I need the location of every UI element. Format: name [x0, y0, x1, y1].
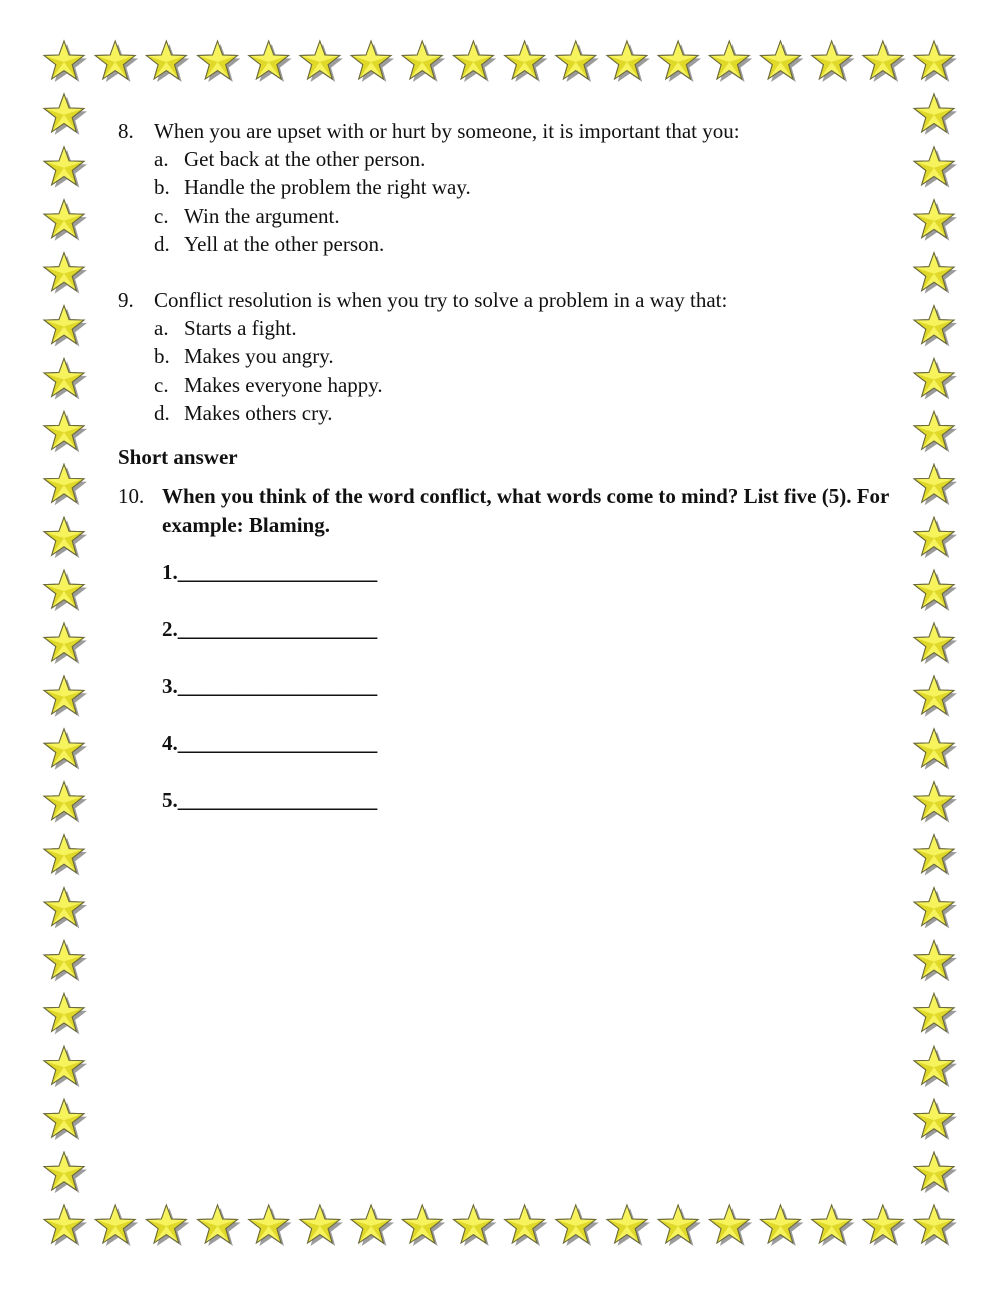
- star-icon: [760, 41, 803, 82]
- star-icon: [760, 1205, 803, 1246]
- star-icon: [863, 41, 906, 82]
- star-icon: [505, 41, 548, 82]
- option-text: Yell at the other person.: [184, 231, 385, 256]
- star-icon: [914, 993, 957, 1034]
- star-icon: [914, 41, 957, 82]
- question-10: [118, 482, 908, 540]
- option-d: [118, 399, 908, 427]
- answer-blank-4[interactable]: 4.___________________: [162, 731, 378, 756]
- star-icon: [914, 729, 957, 770]
- section-title: Short answer: [118, 445, 238, 470]
- star-icon: [146, 1205, 189, 1246]
- star-icon: [914, 1099, 957, 1140]
- option-letter: d.: [154, 401, 170, 426]
- star-icon: [709, 41, 752, 82]
- option-d: [118, 230, 908, 258]
- option-text: Makes you angry.: [184, 344, 334, 369]
- star-icon: [249, 1205, 292, 1246]
- star-icon: [249, 41, 292, 82]
- star-icon: [44, 306, 87, 347]
- star-icon: [607, 1205, 650, 1246]
- star-icon: [914, 94, 957, 135]
- star-icon: [44, 517, 87, 558]
- star-icon: [709, 1205, 752, 1246]
- option-text: Get back at the other person.: [184, 147, 426, 171]
- star-icon: [914, 782, 957, 823]
- option-c: [118, 371, 908, 399]
- option-letter: c.: [154, 203, 169, 228]
- star-icon: [914, 200, 957, 241]
- star-icon: [914, 1205, 957, 1246]
- star-icon: [556, 1205, 599, 1246]
- star-icon: [914, 888, 957, 929]
- star-icon: [44, 993, 87, 1034]
- star-icon: [198, 41, 241, 82]
- option-letter: a.: [154, 147, 169, 171]
- option-text: Starts a fight.: [184, 316, 297, 341]
- option-letter: d.: [154, 231, 170, 256]
- star-icon: [863, 1205, 906, 1246]
- star-icon: [44, 729, 87, 770]
- option-text: Handle the problem the right way.: [184, 175, 471, 200]
- answer-blank-5[interactable]: 5.___________________: [162, 788, 378, 813]
- question-text: When you are upset with or hurt by someone, it is important that you:: [154, 119, 740, 143]
- star-icon: [914, 147, 957, 188]
- star-icon: [146, 41, 189, 82]
- star-icon: [453, 1205, 496, 1246]
- star-icon: [44, 1152, 87, 1193]
- star-icon: [44, 200, 87, 241]
- option-c: [118, 202, 908, 230]
- star-icon: [658, 41, 701, 82]
- star-icon: [914, 411, 957, 452]
- star-icon: [44, 41, 87, 82]
- star-icon: [44, 1205, 87, 1246]
- option-text: Makes others cry.: [184, 401, 333, 426]
- star-icon: [812, 1205, 855, 1246]
- worksheet-content: [118, 112, 908, 843]
- star-icon: [914, 835, 957, 876]
- star-icon: [44, 358, 87, 399]
- star-icon: [914, 570, 957, 611]
- question-8: [118, 117, 908, 258]
- question-number: 9.: [118, 288, 134, 313]
- answer-blanks: [118, 558, 908, 843]
- star-icon: [44, 940, 87, 981]
- star-icon: [300, 41, 343, 82]
- star-icon: [812, 41, 855, 82]
- star-icon: [914, 464, 957, 505]
- star-icon: [44, 147, 87, 188]
- star-icon: [351, 41, 394, 82]
- star-icon: [44, 835, 87, 876]
- star-icon: [402, 41, 445, 82]
- answer-blank-3[interactable]: 3.___________________: [162, 674, 378, 699]
- answer-blank-2[interactable]: 2.___________________: [162, 617, 378, 642]
- star-icon: [300, 1205, 343, 1246]
- star-icon: [44, 1099, 87, 1140]
- star-icon: [95, 41, 138, 82]
- star-icon: [914, 1152, 957, 1193]
- star-icon: [351, 1205, 394, 1246]
- option-letter: a.: [154, 316, 169, 341]
- option-letter: c.: [154, 372, 169, 397]
- star-icon: [556, 41, 599, 82]
- star-icon: [44, 94, 87, 135]
- question-number: 10.: [118, 484, 145, 509]
- option-letter: b.: [154, 175, 170, 200]
- option-text: Makes everyone happy.: [184, 372, 383, 397]
- star-icon: [914, 517, 957, 558]
- star-icon: [658, 1205, 701, 1246]
- question-9: [118, 286, 908, 427]
- star-icon: [44, 782, 87, 823]
- star-icon: [914, 306, 957, 347]
- question-number: 8.: [118, 119, 134, 143]
- star-icon: [607, 41, 650, 82]
- star-icon: [44, 1046, 87, 1087]
- star-icon: [914, 623, 957, 664]
- star-icon: [505, 1205, 548, 1246]
- option-text: Win the argument.: [184, 203, 340, 228]
- option-b: [118, 173, 908, 201]
- option-a: [118, 145, 908, 173]
- question-text: Conflict resolution is when you try to solve a problem in a way that:: [154, 288, 728, 313]
- question-text: When you think of the word conflict, what words come to mind? List five (5). For example: Blaming.: [162, 484, 890, 538]
- star-icon: [914, 358, 957, 399]
- star-icon: [402, 1205, 445, 1246]
- option-a: [118, 314, 908, 342]
- star-icon: [44, 888, 87, 929]
- star-icon: [44, 570, 87, 611]
- star-icon: [914, 676, 957, 717]
- option-b: [118, 342, 908, 370]
- star-icon: [44, 676, 87, 717]
- star-icon: [44, 623, 87, 664]
- star-icon: [95, 1205, 138, 1246]
- star-icon: [44, 464, 87, 505]
- star-icon: [914, 253, 957, 294]
- star-icon: [198, 1205, 241, 1246]
- star-icon: [453, 41, 496, 82]
- star-icon: [44, 411, 87, 452]
- option-letter: b.: [154, 344, 170, 369]
- star-icon: [914, 940, 957, 981]
- answer-blank-1[interactable]: 1.___________________: [162, 560, 378, 585]
- star-icon: [914, 1046, 957, 1087]
- star-icon: [44, 253, 87, 294]
